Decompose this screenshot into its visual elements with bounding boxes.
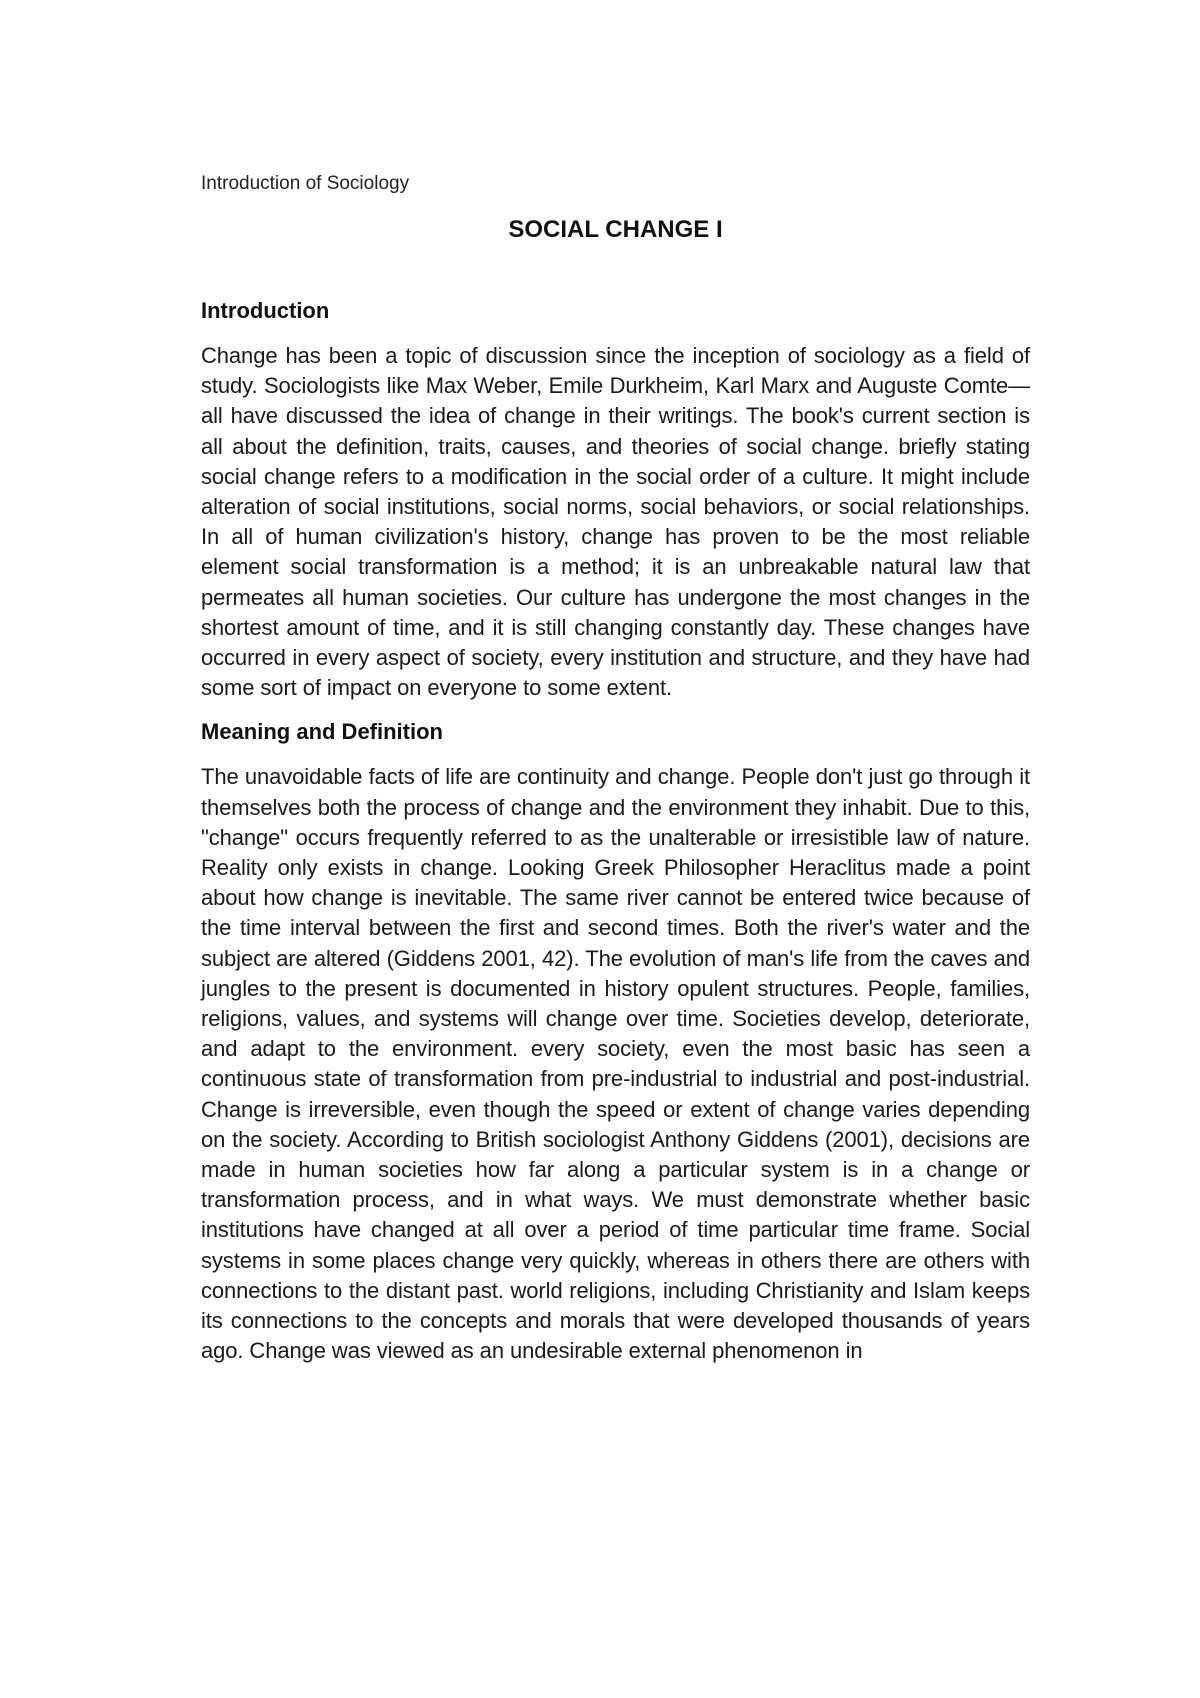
page-content <box>201 170 1030 1367</box>
course-label: Introduction of Sociology <box>201 173 410 194</box>
section-heading-introduction: Introduction <box>201 298 330 323</box>
section-body-meaning-and-definition: The unavoidable facts of life are continuity and change. People don't just go through it themselves both the process of change and the environment they inhabit. Due to this, "change" occurs frequently referred to as the unalterable or irresistible law of nature. Reality only exists in change. Looking Greek Philosopher Heraclitus made a point about how change is inevitable. The same river cannot be entered twice because of the time interval between the first and second times. Both the river's water and the subject are altered (Giddens 2001, 42). The evolution of man's life from the caves and jungles to the present is documented in history opulent structures. People, families, religions, values, and systems will change over time. Societies develop, deteriorate, and adapt to the environment. every society, even the most basic has seen a continuous state of transformation from pre-industrial to industrial and post-industrial. Change is irreversible, even though the speed or extent of change varies depending on the society. According to British sociologist Anthony Giddens (2001), decisions are made in human societies how far along a particular system is in a change or transformation process, and in what ways. We must demonstrate whether basic institutions have changed at all over a period of time particular time frame. Social systems in some places change very quickly, whereas in others there are others with connections to the distant past. world religions, including Christianity and Islam keeps its connections to the concepts and morals that were developed thousands of years ago. Change was viewed as an undesirable external phenomenon in <box>201 764 1030 1364</box>
document-title: SOCIAL CHANGE I <box>508 216 723 243</box>
section-heading-meaning-and-definition: Meaning and Definition <box>201 719 443 745</box>
section-body-introduction: Change has been a topic of discussion since the inception of sociology as a field of study. Sociologists like Max Weber, Emile Durkheim, Karl Marx and Auguste Comte—all have discussed the idea of change in their writings. The book's current section is all about the definition, traits, causes, and theories of social change. briefly stating social change refers to a modification in the social order of a culture. It might include alteration of social institutions, social norms, social behaviors, or social relationships. In all of human civilization's history, change has proven to be the most reliable element social transformation is a method; it is an unbreakable natural law that permeates all human societies. Our culture has undergone the most changes in the shortest amount of time, and it is still changing constantly day. These changes have occurred in every aspect of society, every institution and structure, and they have had some sort of impact on everyone to some extent. <box>201 343 1030 701</box>
